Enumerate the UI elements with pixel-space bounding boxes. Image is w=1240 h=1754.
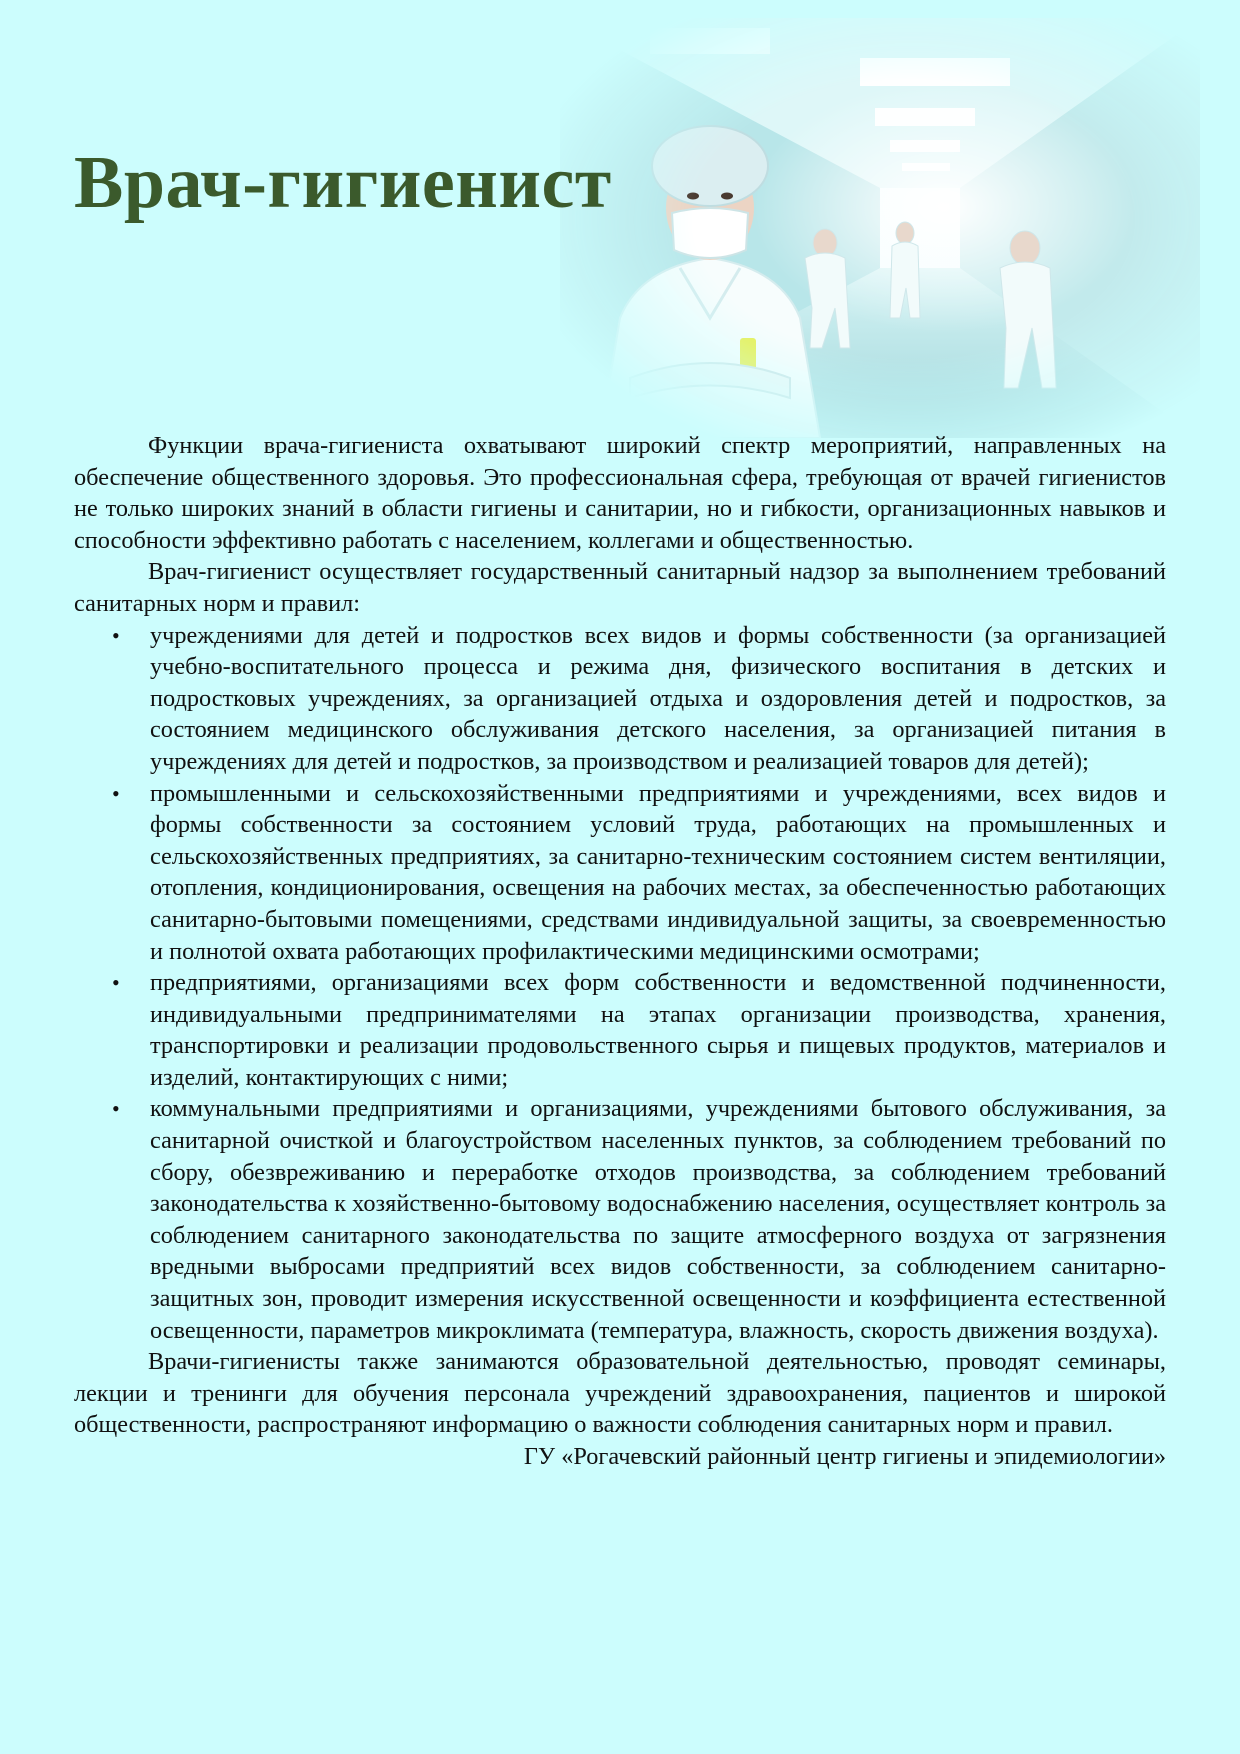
list-item (74, 967, 1166, 1093)
supervision-list (74, 620, 1166, 1347)
bullet-icon: • (112, 970, 120, 996)
document-body (74, 430, 1166, 1473)
supervision-paragraph: Врач-гигиенист осуществляет государственный санитарный надзор за выполнением требований санитарных норм и правил: (74, 558, 1166, 617)
list-item-text: промышленными и сельскохозяйственными предприятиями и учреждениями, всех видов и формы собственности за состоянием условий труда, работающих на промышленных и сельскохозяйственных предприятиях, за санитарно-техническим состоянием систем вентиляции, отопления, кондиционирования, освещения на рабочих местах, за обеспеченностью работающих санитарно-бытовыми помещениями, средствами индивидуальной защиты, за своевременностью и полнотой охвата работающих профилактическими медицинскими осмотрами; (150, 779, 1166, 965)
list-item-text: предприятиями, организациями всех форм собственности и ведомственной подчиненности, индивидуальными предпринимателями на этапах организации производства, хранения, транспортировки и реализации продовольственного сырья и пищевых продуктов, материалов и изделий, контактирующих с ними; (150, 969, 1166, 1091)
bullet-icon: • (112, 1096, 120, 1122)
list-item (74, 778, 1166, 968)
list-item (74, 1093, 1166, 1346)
signature: ГУ «Рогачевский районный центр гигиены и эпидемиологии» (523, 1443, 1166, 1470)
bullet-icon: • (112, 622, 120, 648)
page-title: Врач-гигиенист (74, 142, 612, 224)
bullet-icon: • (112, 780, 120, 806)
list-item (74, 620, 1166, 778)
hospital-corridor-doctor-photo (560, 18, 1200, 438)
education-paragraph: Врачи-гигиенисты также занимаются образовательной деятельностью, проводят семинары, лекции и тренинги для обучения персонала учреждений здравоохранения, пациентов и широкой общественности, распространяют информацию о важности соблюдения санитарных норм и правил. (74, 1348, 1166, 1439)
list-item-text: учреждениями для детей и подростков всех видов и формы собственности (за организацией учебно-воспитательного процесса и режима дня, физического воспитания в детских и подростковых учреждениях, за организацией отдыха и оздоровления детей и подростков, за состоянием медицинского обслуживания детского населения, за организацией питания в учреждениях для детей и подростков, за производством и реализацией товаров для детей); (150, 621, 1166, 775)
list-item-text: коммунальными предприятиями и организациями, учреждениями бытового обслуживания, за санитарной очисткой и благоустройством населенных пунктов, за соблюдением требований по сбору, обезвреживанию и переработке отходов производства, за соблюдением требований законодательства к хозяйственно-бытовому водоснабжению населения, осуществляет контроль за соблюдением санитарного законодательства по защите атмосферного воздуха от загрязнения вредными выбросами предприятий всех видов собственности, за соблюдением санитарно-защитных зон, проводит измерения искусственной освещенности и коэффициента естественной освещенности, параметров микроклимата (температура, влажность, скорость движения воздуха). (150, 1095, 1166, 1344)
intro-paragraph: Функции врача-гигиениста охватывают широкий спектр мероприятий, направленных на обеспечение общественного здоровья. Это профессиональная сфера, требующая от врачей гигиенистов не только широких знаний в области гигиены и санитарии, но и гибкости, организационных навыков и способности эффективно работать с населением, коллегами и общественностью. (74, 432, 1166, 554)
